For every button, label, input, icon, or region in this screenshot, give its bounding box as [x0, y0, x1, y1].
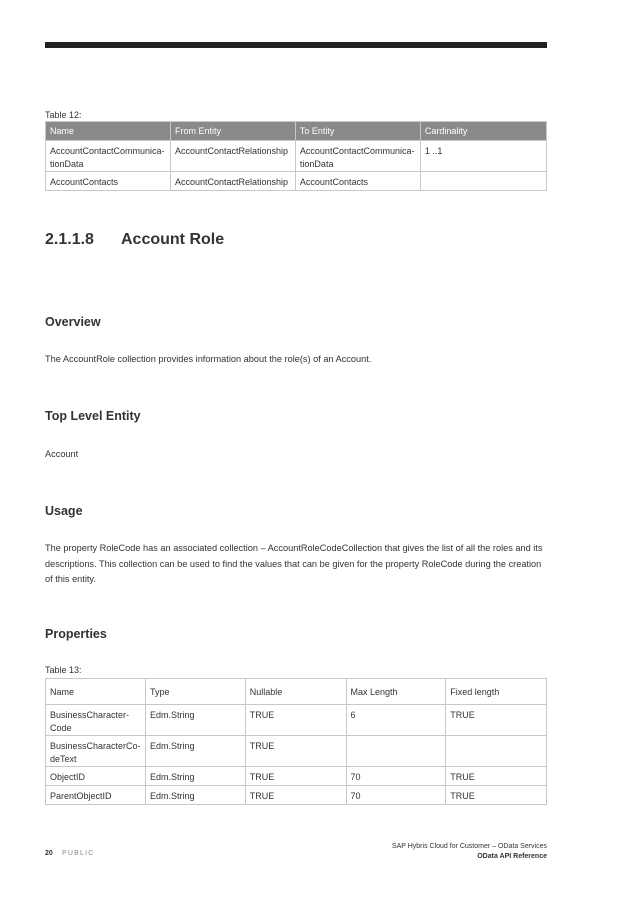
- page-number: 20: [45, 850, 53, 857]
- table-cell: TRUE: [446, 767, 547, 786]
- table-cell: ObjectID: [46, 767, 146, 786]
- column-header-name: Name: [46, 122, 171, 141]
- table-cell: TRUE: [245, 786, 346, 805]
- table-cell: BusinessCharacterCo-deText: [46, 736, 146, 767]
- table-cell: TRUE: [446, 786, 547, 805]
- table-cell: Edm.String: [145, 767, 245, 786]
- table-row: [46, 172, 547, 191]
- table-cell: TRUE: [245, 705, 346, 736]
- table-13-caption: Table 13:: [45, 665, 82, 675]
- footer-doc-subtitle: OData API Reference: [477, 853, 547, 860]
- column-header-nullable: Nullable: [245, 679, 346, 705]
- footer-doc-title: SAP Hybris Cloud for Customer – OData Services: [391, 843, 547, 850]
- table-cell: TRUE: [245, 736, 346, 767]
- table-cell: Edm.String: [145, 705, 245, 736]
- column-header-fixed-length: Fixed length: [446, 679, 547, 705]
- table-12-caption: Table 12:: [45, 110, 82, 120]
- table-row: [46, 767, 547, 786]
- column-header-from-entity: From Entity: [170, 122, 295, 141]
- column-header-to-entity: To Entity: [295, 122, 420, 141]
- table-cell: AccountContacts: [46, 172, 171, 191]
- table-cell: TRUE: [446, 705, 547, 736]
- table-header-row: [46, 122, 547, 141]
- top-level-entity-heading: Top Level Entity: [45, 409, 141, 423]
- table-row: [46, 705, 547, 736]
- column-header-type: Type: [145, 679, 245, 705]
- association-table: [45, 121, 547, 191]
- table-cell: AccountContactRelationship: [170, 172, 295, 191]
- table-cell: Edm.String: [145, 736, 245, 767]
- table-cell: Edm.String: [145, 786, 245, 805]
- top-level-entity-text: Account: [45, 449, 79, 459]
- usage-heading: Usage: [45, 504, 83, 518]
- overview-text: The AccountRole collection provides information about the role(s) of an Account.: [45, 354, 372, 364]
- column-header-cardinality: Cardinality: [420, 122, 546, 141]
- table-cell: [346, 736, 446, 767]
- table-cell: 70: [346, 786, 446, 805]
- header-rule: [45, 42, 547, 48]
- table-header-row: [46, 679, 547, 705]
- table-row: [46, 786, 547, 805]
- table-cell: 6: [346, 705, 446, 736]
- table-cell: TRUE: [245, 767, 346, 786]
- table-cell: 70: [346, 767, 446, 786]
- table-cell: AccountContactCommunica-tionData: [46, 141, 171, 172]
- overview-heading: Overview: [45, 315, 101, 329]
- table-cell: BusinessCharacter-Code: [46, 705, 146, 736]
- table-cell: [420, 172, 546, 191]
- table-cell: ParentObjectID: [46, 786, 146, 805]
- column-header-max-length: Max Length: [346, 679, 446, 705]
- table-row: [46, 141, 547, 172]
- properties-heading: Properties: [45, 627, 107, 641]
- table-cell: 1 ..1: [420, 141, 546, 172]
- section-heading: [45, 231, 224, 249]
- footer-doc-info: [392, 842, 547, 862]
- classification-label: PUBLIC: [62, 850, 95, 857]
- table-cell: AccountContactRelationship: [170, 141, 295, 172]
- usage-text: The property RoleCode has an associated collection – AccountRoleCodeCollection that gives the list of all the roles and its descriptions. This collection can be used to find the values that can be given for the property RoleCode during the creation of this entity.: [45, 543, 543, 584]
- column-header-name: Name: [46, 679, 146, 705]
- table-row: [46, 736, 547, 767]
- section-title: Account Role: [121, 231, 225, 248]
- table-cell: AccountContacts: [295, 172, 420, 191]
- table-cell: [446, 736, 547, 767]
- properties-table: [45, 678, 547, 805]
- table-cell: AccountContactCommunica-tionData: [295, 141, 420, 172]
- section-number: 2.1.1.8: [45, 231, 94, 248]
